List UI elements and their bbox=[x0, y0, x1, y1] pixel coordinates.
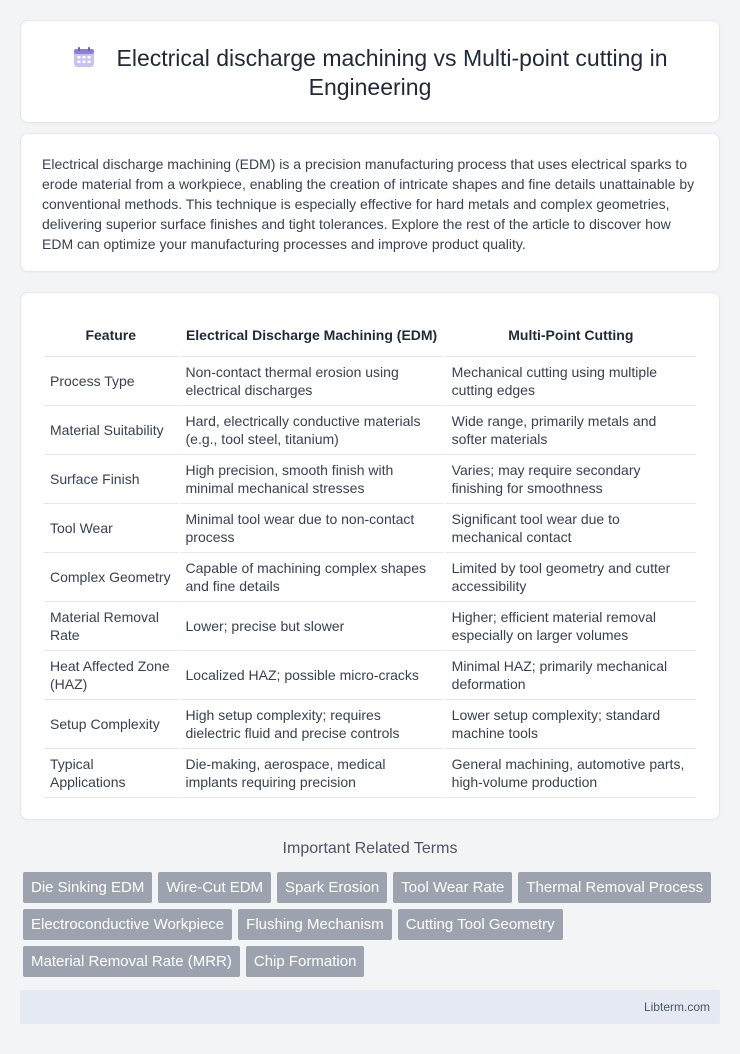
edm-cell: Hard, electrically conductive materials (e.g., tool steel, titanium) bbox=[180, 406, 444, 455]
edm-cell: Capable of machining complex shapes and fine details bbox=[180, 553, 444, 602]
title-card bbox=[20, 20, 720, 123]
related-term-tag[interactable]: Wire-Cut EDM bbox=[158, 872, 271, 903]
feature-cell: Material Suitability bbox=[44, 406, 178, 455]
comparison-table-card bbox=[20, 292, 720, 820]
feature-cell: Material Removal Rate bbox=[44, 602, 178, 651]
feature-cell: Tool Wear bbox=[44, 504, 178, 553]
edm-cell: High precision, smooth finish with minimal mechanical stresses bbox=[180, 455, 444, 504]
multi-point-cell: Limited by tool geometry and cutter accessibility bbox=[446, 553, 696, 602]
page-title bbox=[21, 44, 719, 102]
comparison-table bbox=[42, 313, 698, 798]
related-term-tag[interactable]: Flushing Mechanism bbox=[238, 909, 392, 940]
table-row bbox=[44, 602, 696, 651]
feature-cell: Typical Applications bbox=[44, 749, 178, 798]
header-multi-point: Multi-Point Cutting bbox=[446, 313, 696, 357]
feature-cell: Complex Geometry bbox=[44, 553, 178, 602]
multi-point-cell: Lower setup complexity; standard machine tools bbox=[446, 700, 696, 749]
related-term-tag[interactable]: Cutting Tool Geometry bbox=[398, 909, 563, 940]
table-row bbox=[44, 553, 696, 602]
related-term-tag[interactable]: Die Sinking EDM bbox=[23, 872, 152, 903]
table-row bbox=[44, 406, 696, 455]
table-header-row bbox=[44, 313, 696, 357]
feature-cell: Surface Finish bbox=[44, 455, 178, 504]
multi-point-cell: General machining, automotive parts, high-volume production bbox=[446, 749, 696, 798]
edm-cell: Non-contact thermal erosion using electrical discharges bbox=[180, 357, 444, 406]
feature-cell: Setup Complexity bbox=[44, 700, 178, 749]
table-row bbox=[44, 651, 696, 700]
table-row bbox=[44, 357, 696, 406]
table-row bbox=[44, 455, 696, 504]
intro-paragraph: Electrical discharge machining (EDM) is a precision manufacturing process that uses electrical sparks to erode material from a workpiece, enabling the creation of intricate shapes and fine details unattainable by conventional methods. This technique is especially effective for hard metals and complex geometries, delivering superior surface finishes and tight tolerances. Explore the rest of the article to discover how EDM can optimize your manufacturing processes and improve product quality. bbox=[42, 156, 695, 252]
edm-cell: High setup complexity; requires dielectric fluid and precise controls bbox=[180, 700, 444, 749]
edm-cell: Minimal tool wear due to non-contact process bbox=[180, 504, 444, 553]
related-term-tag[interactable]: Tool Wear Rate bbox=[393, 872, 512, 903]
table-row bbox=[44, 504, 696, 553]
intro-card bbox=[20, 133, 720, 272]
multi-point-cell: Varies; may require secondary finishing for smoothness bbox=[446, 455, 696, 504]
multi-point-cell: Mechanical cutting using multiple cutting edges bbox=[446, 357, 696, 406]
related-term-tag[interactable]: Chip Formation bbox=[246, 946, 365, 977]
edm-cell: Localized HAZ; possible micro-cracks bbox=[180, 651, 444, 700]
related-term-tag[interactable]: Spark Erosion bbox=[277, 872, 387, 903]
calendar-grid-icon bbox=[73, 46, 95, 68]
related-terms-list bbox=[23, 872, 723, 977]
multi-point-cell: Significant tool wear due to mechanical contact bbox=[446, 504, 696, 553]
footer-site-link[interactable]: Libterm.com bbox=[643, 1000, 710, 1014]
table-row bbox=[44, 700, 696, 749]
multi-point-cell: Minimal HAZ; primarily mechanical deformation bbox=[446, 651, 696, 700]
table-row bbox=[44, 749, 696, 798]
feature-cell: Process Type bbox=[44, 357, 178, 406]
header-feature: Feature bbox=[44, 313, 178, 357]
feature-cell: Heat Affected Zone (HAZ) bbox=[44, 651, 178, 700]
related-term-tag[interactable]: Electroconductive Workpiece bbox=[23, 909, 232, 940]
multi-point-cell: Wide range, primarily metals and softer materials bbox=[446, 406, 696, 455]
related-terms-heading: Important Related Terms bbox=[282, 840, 458, 857]
edm-cell: Lower; precise but slower bbox=[180, 602, 444, 651]
page-title-text: Electrical discharge machining vs Multi-point cutting in Engineering bbox=[116, 45, 668, 100]
edm-cell: Die-making, aerospace, medical implants requiring precision bbox=[180, 749, 444, 798]
multi-point-cell: Higher; efficient material removal especially on larger volumes bbox=[446, 602, 696, 651]
related-term-tag[interactable]: Material Removal Rate (MRR) bbox=[23, 946, 240, 977]
header-edm: Electrical Discharge Machining (EDM) bbox=[180, 313, 444, 357]
related-term-tag[interactable]: Thermal Removal Process bbox=[518, 872, 711, 903]
footer-bar bbox=[20, 990, 720, 1024]
